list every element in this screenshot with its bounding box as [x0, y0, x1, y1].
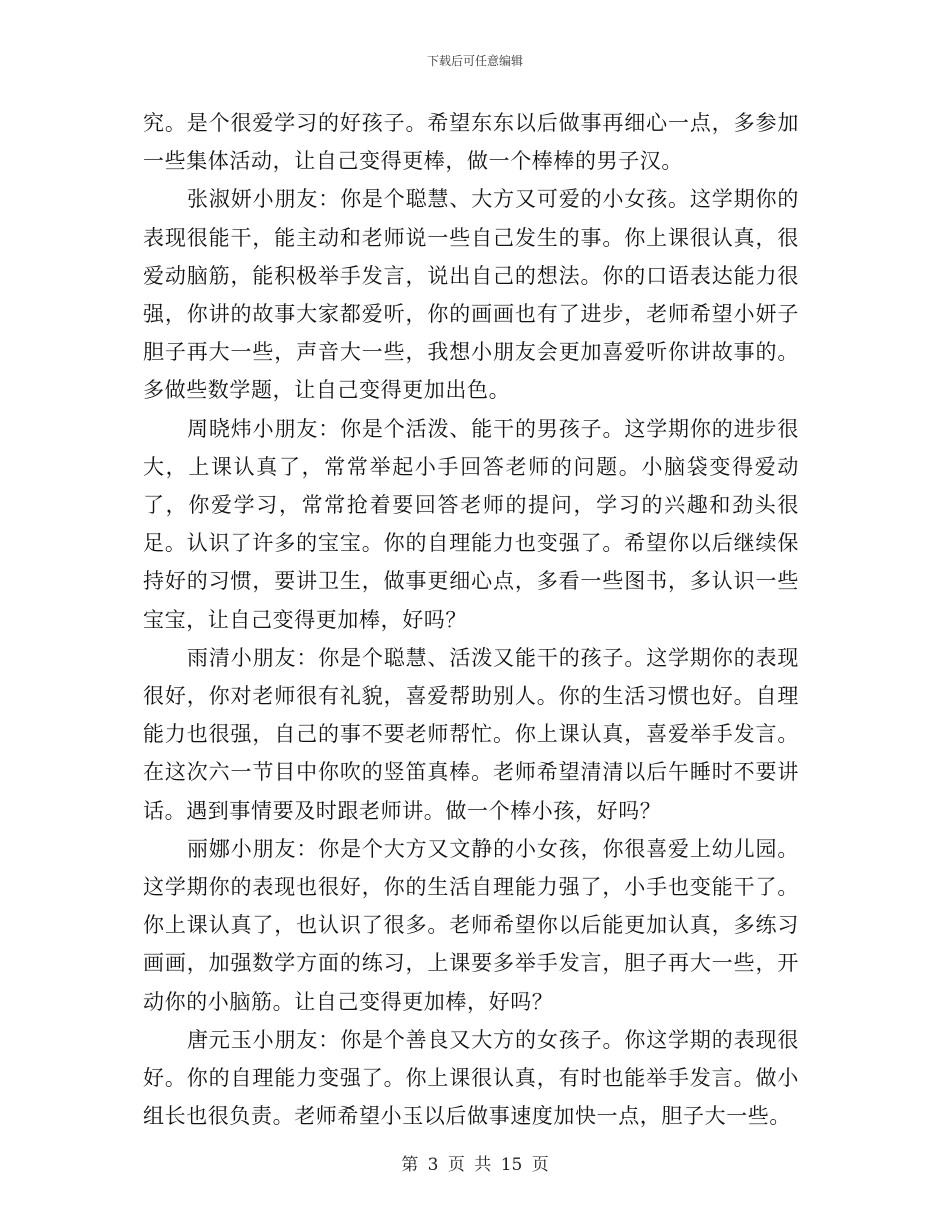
page-header: 下载后可任意编辑 [426, 54, 523, 68]
paragraph-li-na: 丽娜小朋友：你是个大方又文静的小女孩，你很喜爱上幼儿园。这学期你的表现也很好，你的生活自理能力强了，小手也变能干了。你上课认真了，也认识了很多。老师希望你以后能更加认真，多练习画画，加强数学方面的练习，上课要多举手发言，胆子再大一些，开动你的小脑筋。让自己变得更加棒，好吗？ [143, 836, 799, 1014]
paragraph-tang-yuanyu: 唐元玉小朋友：你是个善良又大方的女孩子。你这学期的表现很好。你的自理能力变强了。你上课很认真，有时也能举手发言。做小组长也很负责。老师希望小玉以后做事速度加快一点，胆子大一些。 [143, 1027, 799, 1129]
document-body [143, 104, 799, 1135]
paragraph-continuation: 究。是个很爱学习的好孩子。希望东东以后做事再细心一点，多参加一些集体活动，让自己变得更棒，做一个棒棒的男子汉。 [143, 111, 799, 174]
page-number-footer: 第 3 页 共 15 页 [401, 1155, 549, 1175]
paragraph-yu-qing: 雨清小朋友：你是个聪慧、活泼又能干的孩子。这学期你的表现很好，你对老师很有礼貌，喜爱帮助别人。你的生活习惯也好。自理能力也很强，自己的事不要老师帮忙。你上课认真，喜爱举手发言。在这次六一节目中你吹的竖笛真棒。老师希望清清以后午睡时不要讲话。遇到事情要及时跟老师讲。做一个棒小孩，好吗？ [143, 645, 799, 823]
paragraph-zhang-shuyan: 张淑妍小朋友：你是个聪慧、大方又可爱的小女孩。这学期你的表现很能干，能主动和老师说一些自己发生的事。你上课很认真，很爱动脑筋，能积极举手发言，说出自己的想法。你的口语表达能力很强，你讲的故事大家都爱听，你的画画也有了进步，老师希望小妍子胆子再大一些，声音大一些，我想小朋友会更加喜爱听你讲故事的。多做些数学题，让自己变得更加出色。 [143, 187, 799, 403]
paragraph-zhou-xiaowei: 周晓炜小朋友：你是个活泼、能干的男孩子。这学期你的进步很大，上课认真了，常常举起小手回答老师的问题。小脑袋变得爱动了，你爱学习，常常抢着要回答老师的提问，学习的兴趣和劲头很足。认识了许多的宝宝。你的自理能力也变强了。希望你以后继续保持好的习惯，要讲卫生，做事更细心点，多看一些图书，多认识一些宝宝，让自己变得更加棒，好吗？ [143, 416, 799, 632]
